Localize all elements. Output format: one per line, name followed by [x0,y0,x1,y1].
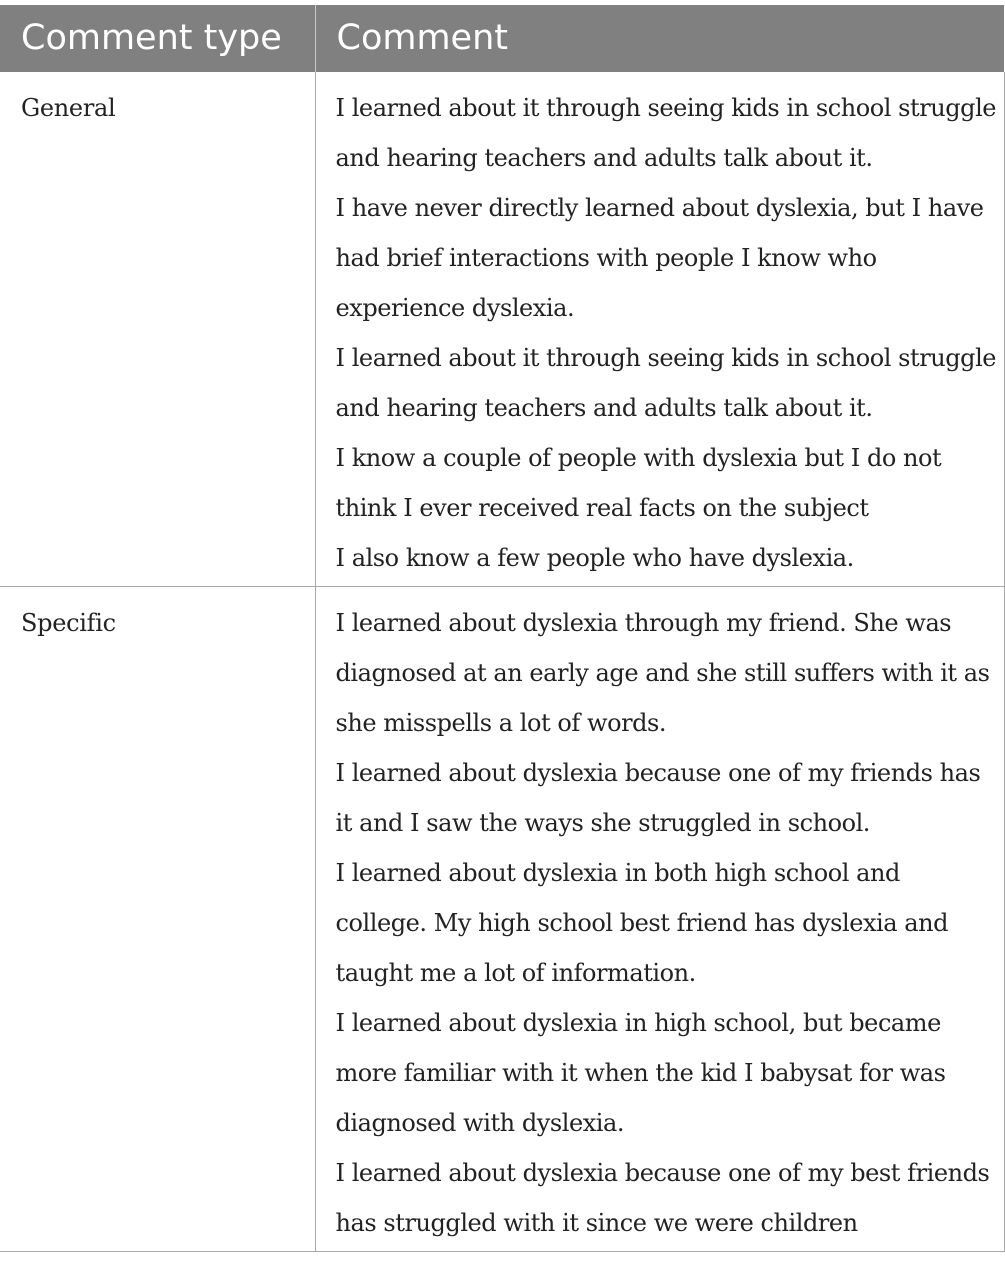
comment-text: I learned about it through seeing kids in school struggle and hearing teachers and adults talk about it. [335,344,997,422]
comment-text: I have never directly learned about dyslexia, but I have had brief interactions with people I know who experience dyslexia. [335,194,984,322]
table-header [0,5,1004,72]
header-comment-type: Comment type [0,5,315,72]
header-row [0,5,1004,72]
comment-text: I know a couple of people with dyslexia but I do not think I ever received real facts on the subject [335,444,942,522]
comments-cell [315,587,1004,1252]
comment-text: I also know a few people who have dyslexia. [335,544,854,572]
comment-text: I learned about dyslexia in both high school and college. My high school best friend has dyslexia and taught me a lot of information. [335,859,949,987]
comment-text: I learned about dyslexia because one of my friends has it and I saw the ways she struggled in school. [335,759,981,837]
table-row-general [0,72,1004,587]
header-comment: Comment [315,5,1004,72]
comments-table [0,5,1005,1252]
comment-text: I learned about dyslexia in high school, but became more familiar with it when the kid I babysat for was diagnosed with dyslexia. [335,1009,946,1137]
comment-type-cell: Specific [0,587,315,1252]
comment-type-cell: General [0,72,315,587]
comment-text: I learned about it through seeing kids in school struggle and hearing teachers and adults talk about it. [335,94,997,172]
comment-text: I learned about dyslexia through my friend. She was diagnosed at an early age and she still suffers with it as she misspells a lot of words. [335,609,990,737]
table-body [0,72,1004,1252]
comment-text: I learned about dyslexia because one of my best friends has struggled with it since we were children [335,1159,990,1237]
comments-table-container [0,5,1004,1252]
comments-cell [315,72,1004,587]
table-row-specific [0,587,1004,1252]
